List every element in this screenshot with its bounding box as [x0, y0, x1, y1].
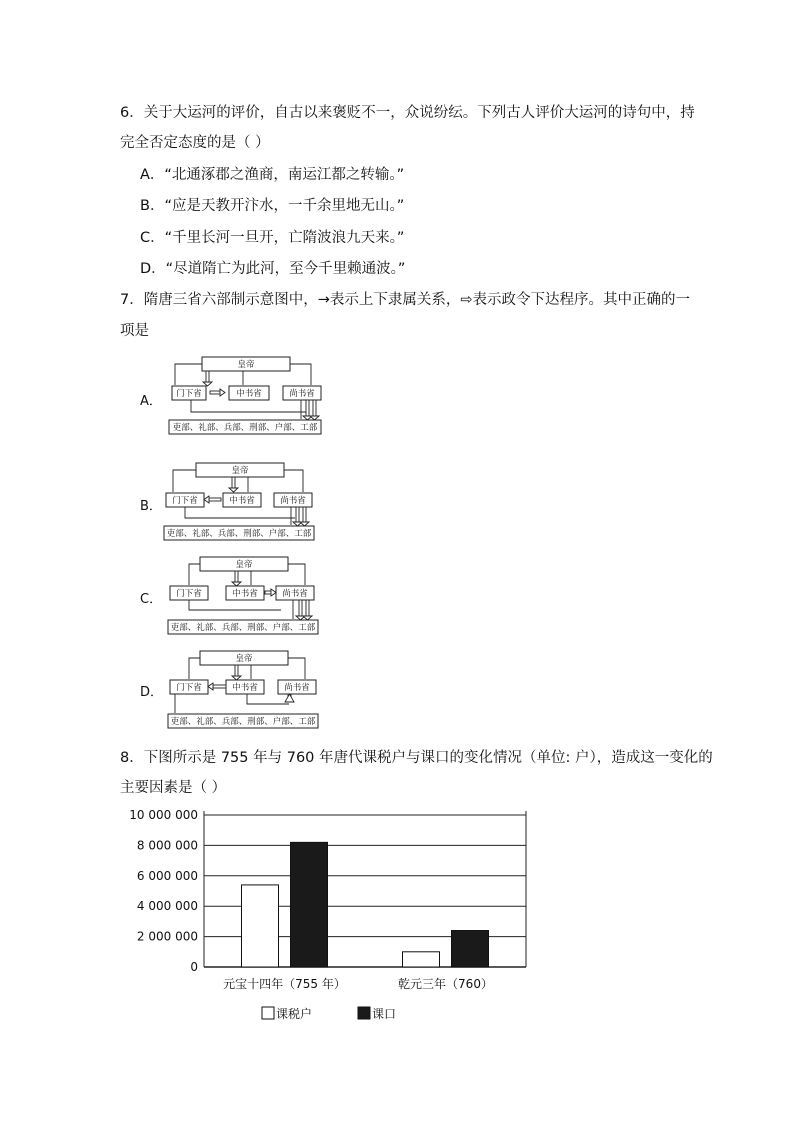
y-tick-label: 2 000 000: [136, 929, 198, 944]
y-tick-label: 8 000 000: [136, 838, 198, 853]
shangshu-label: 尚书省: [282, 589, 308, 599]
bar-课税户: [403, 952, 440, 967]
zhongshu-label: 中书省: [236, 389, 262, 399]
ministries-label: 吏部、礼部、兵部、刑部、户部、工部: [170, 623, 316, 633]
ministries-label: 吏部、礼部、兵部、刑部、户部、工部: [166, 529, 312, 539]
q7-stem-line2: 项是: [120, 323, 149, 339]
q8-stem-line1: 8．下图所示是 755 年与 760 年唐代课税户与课口的变化情况（单位: 户），造成这一变化的: [120, 750, 713, 766]
diagram-d: [163, 650, 323, 732]
y-tick-label: 6 000 000: [136, 868, 198, 883]
diagram-d-letter: D．: [140, 685, 164, 700]
shangshu-label: 尚书省: [289, 389, 315, 399]
q8-stem-line2: 主要因素是（ ）: [120, 780, 227, 796]
bar-课税户: [242, 885, 279, 967]
q7-stem-line1: 7．隋唐三省六部制示意图中，→表示上下隶属关系，⇨表示政令下达程序。其中正确的一: [120, 292, 691, 308]
legend-swatch: [358, 1007, 370, 1019]
bar-课口: [452, 931, 489, 967]
y-tick-label: 4 000 000: [136, 899, 198, 914]
menxia-label: 门下省: [172, 496, 198, 506]
menxia-label: 门下省: [176, 589, 202, 599]
emperor-label: 皇帝: [237, 360, 255, 370]
line-emperor-menxia: [175, 364, 202, 385]
q6-stem-line2: 完全否定态度的是（ ）: [120, 135, 270, 151]
x-category-label: 乾元三年（760）: [398, 977, 493, 991]
diagram-c: [163, 556, 323, 638]
emperor-label: 皇帝: [235, 560, 253, 570]
q6-option-a: A．“北通涿郡之渔商，南运江都之转输。”: [140, 167, 405, 183]
q6-stem-line1: 6．关于大运河的评价，自古以来褒贬不一，众说纷纭。下列古人评价大运河的诗句中，持: [120, 105, 695, 121]
diagram-a: [163, 356, 323, 438]
legend-label: 课口: [372, 1007, 397, 1021]
diagram-c-letter: C．: [140, 592, 163, 607]
ministries-label: 吏部、礼部、兵部、刑部、户部、工部: [172, 423, 318, 433]
zhongshu-label: 中书省: [229, 496, 255, 506]
y-tick-label: 10 000 000: [129, 808, 198, 822]
emperor-label: 皇帝: [235, 654, 253, 664]
diagram-b-letter: B．: [140, 499, 162, 514]
legend-label: 课税户: [276, 1007, 313, 1021]
x-category-label: 元宝十四年（755 年）: [223, 977, 346, 991]
ministries-label: 吏部、礼部、兵部、刑部、户部、工部: [170, 717, 316, 727]
zhongshu-label: 中书省: [232, 683, 258, 693]
shangshu-label: 尚书省: [284, 683, 310, 693]
q6-option-d: D．“尽道隋亡为此河，至今千里赖通波。”: [140, 261, 406, 277]
diagram-a-letter: A．: [140, 394, 162, 409]
shangshu-label: 尚书省: [280, 496, 306, 506]
y-tick-label: 0: [190, 960, 198, 974]
q6-option-b: B．“应是天教开汴水，一千余里地无山。”: [140, 198, 405, 214]
line-emperor-shangshu: [290, 364, 311, 385]
menxia-label: 门下省: [176, 389, 202, 399]
legend-swatch: [262, 1007, 274, 1019]
menxia-label: 门下省: [176, 683, 202, 693]
zhongshu-label: 中书省: [232, 589, 258, 599]
emperor-label: 皇帝: [231, 466, 249, 476]
q6-option-c: C．“千里长河一旦开，亡隋波浪九天来。”: [140, 230, 405, 246]
diagram-b: [163, 462, 323, 544]
tax-households-bar-chart: [110, 808, 540, 1033]
bar-课口: [291, 842, 328, 967]
